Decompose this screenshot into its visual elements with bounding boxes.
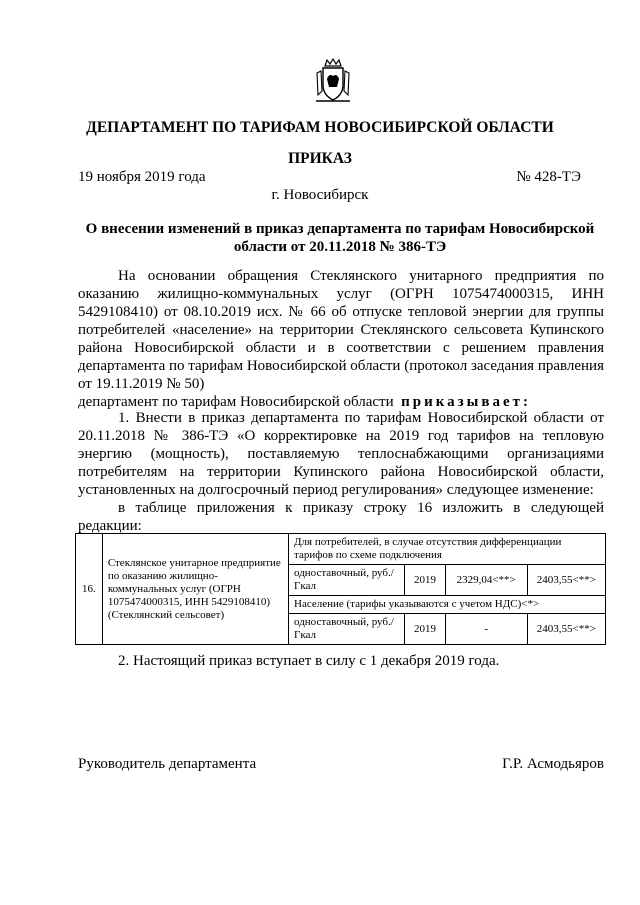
tariff-second-half: 2403,55<**>	[527, 614, 605, 645]
document-type: ПРИКАЗ	[288, 150, 352, 167]
orders-word: приказывает:	[401, 394, 532, 410]
item-1-sub-paragraph: в таблице приложения к приказу строку 16 изложить в следующей редакции:	[78, 500, 604, 534]
orders-lead: департамент по тарифам Новосибирской области	[78, 394, 394, 410]
row-number: 16.	[76, 534, 103, 645]
preamble-paragraph: На основании обращения Стеклянского унитарного предприятия по оказанию жилищно-коммунальных услуг (ОГРН 1075474000315, ИНН 5429108410) от 08.10.2019 исх. № 66 об отпуске тепловой энергии для группы потребителей «население» на территории Стеклянского сельсовета Купинского района Новосибирской области и в соответствии с решением правления департамента по тарифам Новосибирской области (протокол заседания правления от 19.11.2019 № 50)	[78, 268, 604, 392]
signatory-title: Руководитель департамента	[78, 756, 257, 772]
tariff-first-half: 2329,04<**>	[445, 565, 527, 596]
city: г. Новосибирск	[271, 187, 369, 203]
tariff-year: 2019	[405, 565, 445, 596]
department-title: ДЕПАРТАМЕНТ ПО ТАРИФАМ НОВОСИБИРСКОЙ ОБЛАСТИ	[86, 119, 554, 136]
item-2-paragraph: 2. Настоящий приказ вступает в силу с 1 декабря 2019 года.	[118, 653, 500, 669]
population-header: Население (тарифы указываются с учетом НДС)<*>	[289, 596, 606, 614]
order-subject: О внесении изменений в приказ департамента по тарифам Новосибирской области от 20.11.2018 № 386-ТЭ	[85, 221, 595, 255]
tariff-second-half: 2403,55<**>	[527, 565, 605, 596]
tariff-type: одноставочный, руб./Гкал	[289, 614, 405, 645]
order-number: № 428-ТЭ	[516, 169, 581, 185]
coat-of-arms-icon	[313, 57, 353, 105]
tariff-first-half: -	[445, 614, 527, 645]
tariff-type: одноставочный, руб./Гкал	[289, 565, 405, 596]
tariff-table	[75, 533, 606, 645]
signatory-name: Г.Р. Асмодьяров	[502, 756, 604, 772]
item-1-paragraph: 1. Внести в приказ департамента по тарифам Новосибирской области от 20.11.2018 № 386-ТЭ «О корректировке на 2019 год тарифов на тепловую энергию (мощность), поставляемую теплоснабжающими организациями потребителям на территории Купинского района Новосибирской области, установленных на долгосрочный период регулирования» следующее изменение:	[78, 410, 604, 498]
organization-name: Стеклянское унитарное предприятие по оказанию жилищно-коммунальных услуг (ОГРН 1075474000315, ИНН 5429108410) (Стеклянский сельсовет)	[102, 534, 288, 645]
table-row	[76, 534, 606, 565]
consumers-header: Для потребителей, в случае отсутствия дифференциации тарифов по схеме подключения	[289, 534, 606, 565]
order-date: 19 ноября 2019 года	[78, 169, 206, 185]
tariff-year: 2019	[405, 614, 445, 645]
